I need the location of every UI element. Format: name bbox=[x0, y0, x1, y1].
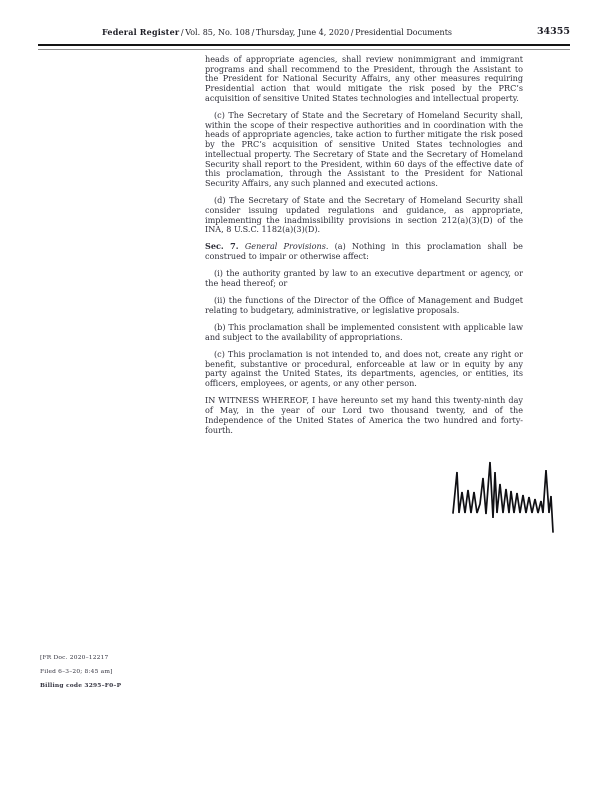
paragraph-sec7-heading bbox=[205, 242, 523, 261]
paragraph-sec6-c: (c) The Secretary of State and the Secretary of Homeland Security shall, within the scope of their respective authorities and in coordination with the heads of appropriate agencies, take action to further mitigate the risk posed by the PRC’s acquisition of sensitive United States technologies and intellectual property. The Secretary of State and the Secretary of Homeland Security shall report to the President, within 60 days of the effective date of this proclamation, through the Assistant to the President for National Security Affairs, any such planned and executed actions. bbox=[205, 110, 523, 188]
paragraph-witness-clause: IN WITNESS WHEREOF, I have hereunto set my hand this twenty-ninth day of May, in the year of our Lord two thousand twenty, and of the Independence of the United States of America the two hundred and forty-fourth. bbox=[205, 395, 523, 435]
signature-icon bbox=[447, 456, 569, 540]
document-body bbox=[205, 55, 523, 443]
colophon bbox=[40, 652, 121, 693]
filed-line: Filed 6–3–20; 8:45 am] bbox=[40, 668, 113, 675]
section-number: Sec. 7. bbox=[205, 241, 239, 252]
fr-doc-line: [FR Doc. 2020–12217 bbox=[40, 655, 109, 661]
paragraph-sec7-ii: (ii) the functions of the Director of the Office of Management and Budget relating to budgetary, administrative, or legislative proposals. bbox=[205, 295, 523, 315]
paragraph-sec6-d: (d) The Secretary of State and the Secretary of Homeland Security shall consider issuing updated regulations and guidance, as appropriate, implementing the inadmissibility provisions in section 212(a)(3)(D) of the INA, 8 U.S.C. 1182(a)(3)(D). bbox=[205, 195, 523, 235]
billing-code-line: Billing code 3295–F0–P bbox=[40, 682, 122, 690]
presidential-signature bbox=[447, 456, 569, 540]
running-head-title bbox=[38, 27, 516, 37]
section-title: General Provisions. bbox=[238, 241, 335, 252]
journal-name: Federal Register bbox=[101, 27, 180, 37]
page-number: 34355 bbox=[536, 26, 570, 37]
running-head bbox=[38, 27, 570, 40]
header-rule-bottom bbox=[38, 49, 570, 50]
issue-citation: / Vol. 85, No. 108 / Thursday, June 4, 2020 / Presidential Documents bbox=[179, 28, 453, 37]
header-rule-top bbox=[38, 44, 570, 46]
paragraph-sec7-c: (c) This proclamation is not intended to, and does not, create any right or benefit, substantive or procedural, enforceable at law or in equity by any party against the United States, its departments, agencies, or entities, its officers, employees, or agents, or any other person. bbox=[205, 349, 523, 389]
paragraph-sec7-i: (i) the authority granted by law to an executive department or agency, or the head thereof; or bbox=[205, 268, 523, 289]
section-text: (a) Nothing in this proclamation shall be construed to impair or otherwise affect: bbox=[205, 241, 523, 262]
paragraph-continuation: heads of appropriate agencies, shall review nonimmigrant and immigrant programs and shall recommend to the President, through the Assistant to the President for National Security Affairs, any other measures requiring Presidential action that would mitigate the risk posed by the PRC’s acquisition of sensitive United States technologies and intellectual property. bbox=[205, 54, 523, 103]
paragraph-sec7-b: (b) This proclamation shall be implemented consistent with applicable law and subject to the availability of appropriations. bbox=[205, 322, 523, 342]
